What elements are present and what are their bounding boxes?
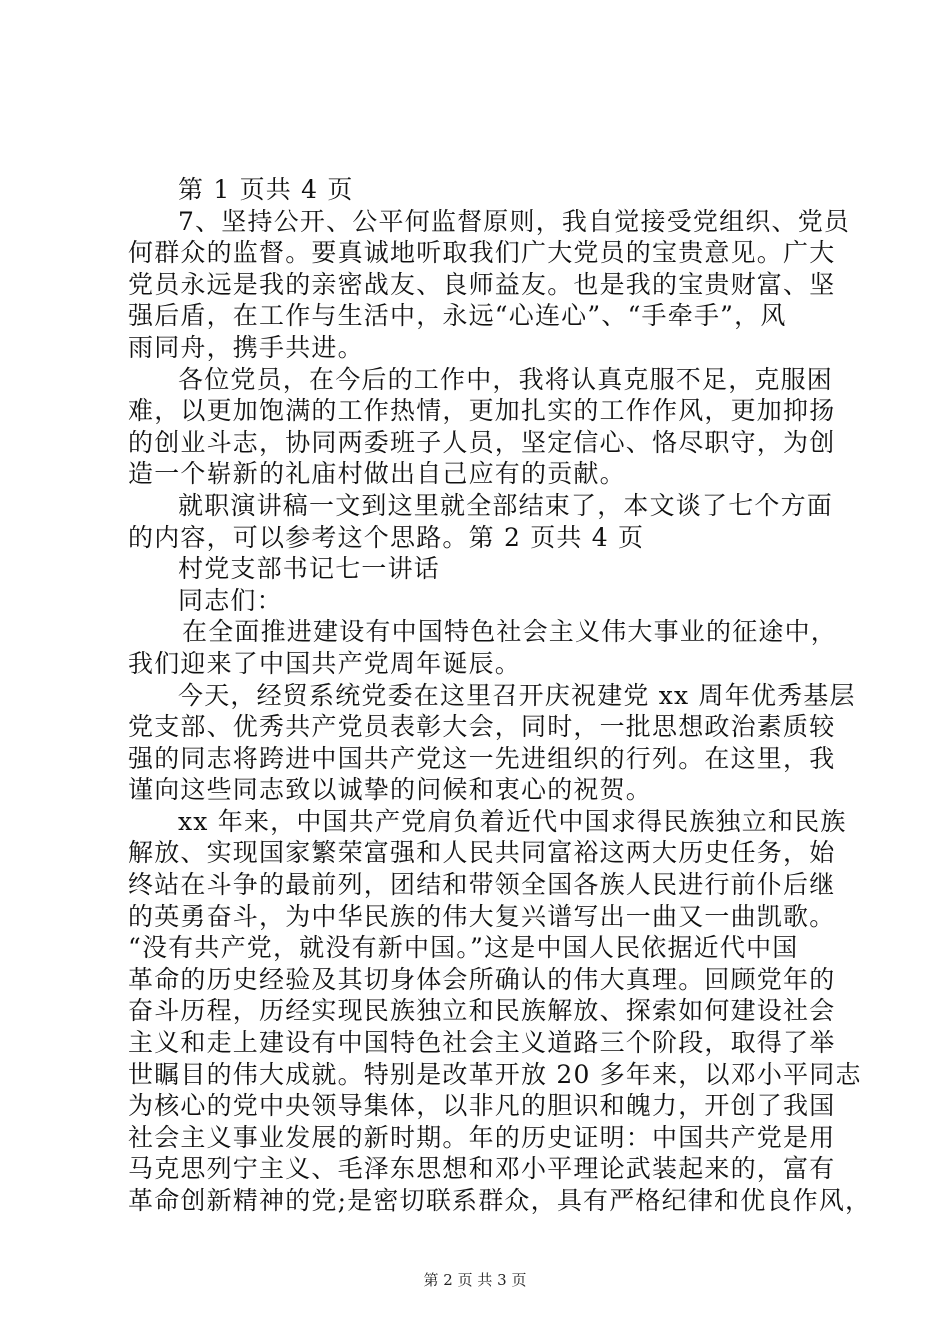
salutation: 同志们： <box>178 585 283 615</box>
text-line: 社会主义事业发展的新时期。年的历史证明：中国共产党是用 <box>128 1122 836 1152</box>
text-line: 的创业斗志，协同两委班子人员，坚定信心、恪尽职守，为创 <box>128 427 836 457</box>
text-line: 世瞩目的伟大成就。特别是改革开放 20 多年来，以邓小平同志 <box>128 1059 862 1089</box>
text-line: 就职演讲稿一文到这里就全部结束了，本文谈了七个方面 <box>178 490 834 520</box>
text-line: 奋斗历程，历经实现民族独立和民族解放、探索如何建设社会 <box>128 996 836 1026</box>
document-body <box>128 174 872 1217</box>
text-line: 我们迎来了中国共产党周年诞辰。 <box>128 648 522 678</box>
text-line: 党员永远是我的亲密战友、良师益友。也是我的宝贵财富、坚 <box>128 269 836 299</box>
text-line: 今天，经贸系统党委在这里召开庆祝建党 xx 周年优秀基层 <box>178 680 856 710</box>
text-line: “没有共产党，就没有新中国。”这是中国人民依据近代中国 <box>128 933 799 963</box>
text-line: 终站在斗争的最前列，团结和带领全国各族人民进行前仆后继 <box>128 870 836 900</box>
text-line: 造一个崭新的礼庙村做出自己应有的贡献。 <box>128 459 626 489</box>
text-line: 谨向这些同志致以诚挚的问候和衷心的祝贺。 <box>128 775 653 805</box>
text-line: 为核心的党中央领导集体，以非凡的胆识和魄力，开创了我国 <box>128 1091 836 1121</box>
text-line: 雨同舟，携手共进。 <box>128 332 364 362</box>
section-title: 村党支部书记七一讲话 <box>178 554 441 584</box>
text-line: 解放、实现国家繁荣富强和人民共同富裕这两大历史任务，始 <box>128 838 836 868</box>
text-line: xx 年来，中国共产党肩负着近代中国求得民族独立和民族 <box>178 806 847 836</box>
text-line: 革命的历史经验及其切身体会所确认的伟大真理。回顾党年的 <box>128 964 836 994</box>
page-number: 第 2 页 共 3 页 <box>423 1271 527 1289</box>
text-line: 强后盾，在工作与生活中，永远“心连心”、“手牵手”，风 <box>128 301 787 331</box>
text-line: 革命创新精神的党;是密切联系群众，具有严格纪律和优良作风， <box>128 1186 872 1215</box>
page-footer <box>0 1270 950 1290</box>
text-line: 党支部、优秀共产党员表彰大会，同时，一批思想政治素质较 <box>128 712 836 742</box>
text-line: 第 1 页共 4 页 <box>178 175 354 204</box>
text-line: 难，以更加饱满的工作热情，更加扎实的工作作风，更加抑扬 <box>128 396 836 426</box>
text-line: 主义和走上建设有中国特色社会主义道路三个阶段，取得了举 <box>128 1028 836 1058</box>
text-line: 的英勇奋斗，为中华民族的伟大复兴谱写出一曲又一曲凯歌。 <box>128 901 836 931</box>
text-line: 强的同志将跨进中国共产党这一先进组织的行列。在这里，我 <box>128 743 836 773</box>
text-line: 马克思列宁主义、毛泽东思想和邓小平理论武装起来的，富有 <box>128 1154 836 1184</box>
text-line: 7、坚持公开、公平何监督原则，我自觉接受党组织、党员 <box>178 206 851 236</box>
text-line: 在全面推进建设有中国特色社会主义伟大事业的征途中， <box>182 617 838 647</box>
text-line: 何群众的监督。要真诚地听取我们广大党员的宝贵意见。广大 <box>128 238 836 268</box>
text-line: 各位党员，在今后的工作中，我将认真克服不足，克服困 <box>178 364 834 394</box>
text-line: 的内容，可以参考这个思路。第 2 页共 4 页 <box>128 522 645 552</box>
